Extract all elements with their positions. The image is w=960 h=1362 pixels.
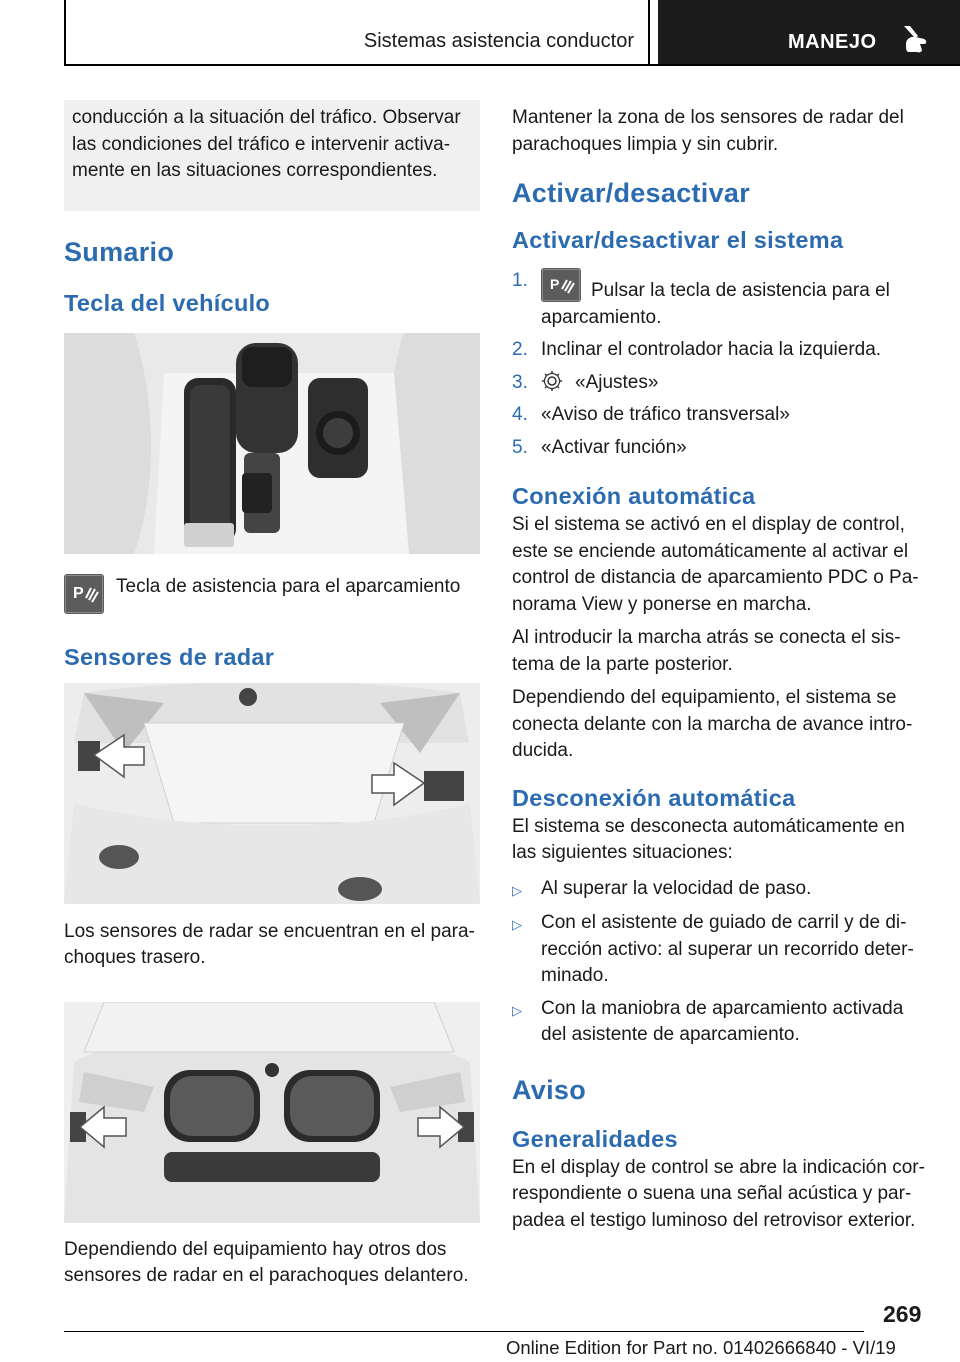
- step-item: [512, 337, 928, 364]
- step-number: 5.: [512, 436, 528, 458]
- list-item-text: Con la maniobra de aparcamiento activada del asistente de aparcamiento.: [541, 997, 904, 1045]
- list-item-text: Al superar la velocidad de paso.: [541, 877, 812, 899]
- header-section-title: Sistemas asistencia conductor: [363, 30, 634, 52]
- desconexion-list: [512, 876, 928, 1049]
- right-column: [512, 100, 928, 1234]
- heading-sensores-radar: Sensores de radar: [64, 643, 275, 670]
- header-chapter-title: MANEJO: [788, 31, 877, 53]
- generalidades-paragraph: En el display de control se abre la indicación correspondiente o suena una señal acústica y parpadea el testigo luminoso del retrovisor exterior.: [512, 1156, 925, 1231]
- front-sensors-text: Dependiendo del equipamiento hay otros dos sensores de radar en el parachoques delantero.: [64, 1238, 469, 1286]
- footer-rule: [64, 1331, 864, 1332]
- header-rule: [64, 64, 960, 66]
- step-number: 2.: [512, 339, 528, 360]
- gear-icon: [541, 370, 563, 392]
- parking-assist-key-icon: [64, 574, 104, 614]
- tecla-caption: Tecla de asistencia para el aparcamiento: [116, 575, 461, 597]
- conexion-paragraph-3: Dependiendo del equipamiento, el sistema se conecta delante con la marcha de avance introducida.: [512, 687, 913, 761]
- front-bumper-image: [64, 1002, 480, 1223]
- list-item-text: Con el asistente de guiado de carril y de dirección activo: al superar un recorrido determinado.: [541, 912, 914, 986]
- note-text: conducción a la situación del tráfico. Observar las condiciones del tráfico e intervenir activamente en las situaciones correspondientes.: [72, 107, 461, 181]
- heading-desconexion-automatica: Desconexión automática: [512, 784, 796, 811]
- step-text: Pulsar la tecla de asistencia para el aparcamiento.: [541, 280, 890, 328]
- step-text: «Aviso de tráfico transversal»: [541, 404, 790, 425]
- list-item: [512, 910, 928, 990]
- note-box: [64, 100, 480, 211]
- rear-bumper-image: [64, 683, 480, 904]
- heading-sumario: Sumario: [64, 236, 175, 267]
- triangle-bullet-icon: ▷: [512, 917, 522, 932]
- steering-hand-icon: [898, 22, 932, 56]
- step-text: «Ajustes»: [575, 371, 659, 393]
- heading-conexion-automatica: Conexión automática: [512, 483, 756, 509]
- svg-text:P: P: [73, 584, 84, 602]
- step-text: «Activar función»: [541, 436, 687, 458]
- list-item: [512, 996, 928, 1049]
- heading-generalidades: Generalidades: [512, 1125, 678, 1152]
- step-number: 4.: [512, 404, 528, 425]
- page-number: 269: [883, 1301, 922, 1327]
- step-item: [512, 268, 928, 331]
- svg-text:P: P: [550, 276, 560, 292]
- header-section-box: [64, 0, 650, 66]
- intro-text: Mantener la zona de los sensores de radar del parachoques limpia y sin cubrir.: [512, 107, 904, 155]
- heading-tecla-vehiculo: Tecla del vehículo: [64, 289, 271, 316]
- heading-activar-desactivar: Activar/desactivar: [512, 178, 751, 208]
- rear-sensors-text: Los sensores de radar se encuentran en el parachoques trasero.: [64, 920, 475, 968]
- header-chapter-tab: [658, 0, 960, 64]
- desconexion-paragraph: El sistema se desconecta automáticamente en las siguientes situaciones:: [512, 815, 905, 863]
- conexion-paragraph-2: Al introducir la marcha atrás se conecta el sistema de la parte posterior.: [512, 627, 901, 675]
- step-item: [512, 370, 928, 397]
- triangle-bullet-icon: ▷: [512, 1002, 522, 1018]
- triangle-bullet-icon: ▷: [512, 882, 522, 898]
- step-number: 3.: [512, 371, 528, 393]
- step-item: [512, 402, 928, 429]
- step-number: 1.: [512, 270, 528, 291]
- steps-list: [512, 268, 928, 461]
- heading-activar-sistema: Activar/desactivar el sistema: [512, 227, 844, 253]
- center-console-image: [64, 333, 480, 554]
- left-column: [64, 100, 480, 1290]
- step-item: [512, 435, 928, 462]
- step-text: Inclinar el controlador hacia la izquierda.: [541, 339, 882, 360]
- parking-assist-key-icon: [541, 268, 581, 302]
- heading-aviso: Aviso: [512, 1074, 587, 1105]
- conexion-paragraph-1: Si el sistema se activó en el display de control, este se enciende automáticamente al activar el control de distancia de aparcamiento PDC o Panorama View y ponerse en marcha.: [512, 514, 919, 615]
- list-item: [512, 876, 928, 905]
- footer-edition: Online Edition for Part no. 01402666840 - VI/19: [506, 1337, 896, 1358]
- tecla-caption-row: [64, 574, 480, 614]
